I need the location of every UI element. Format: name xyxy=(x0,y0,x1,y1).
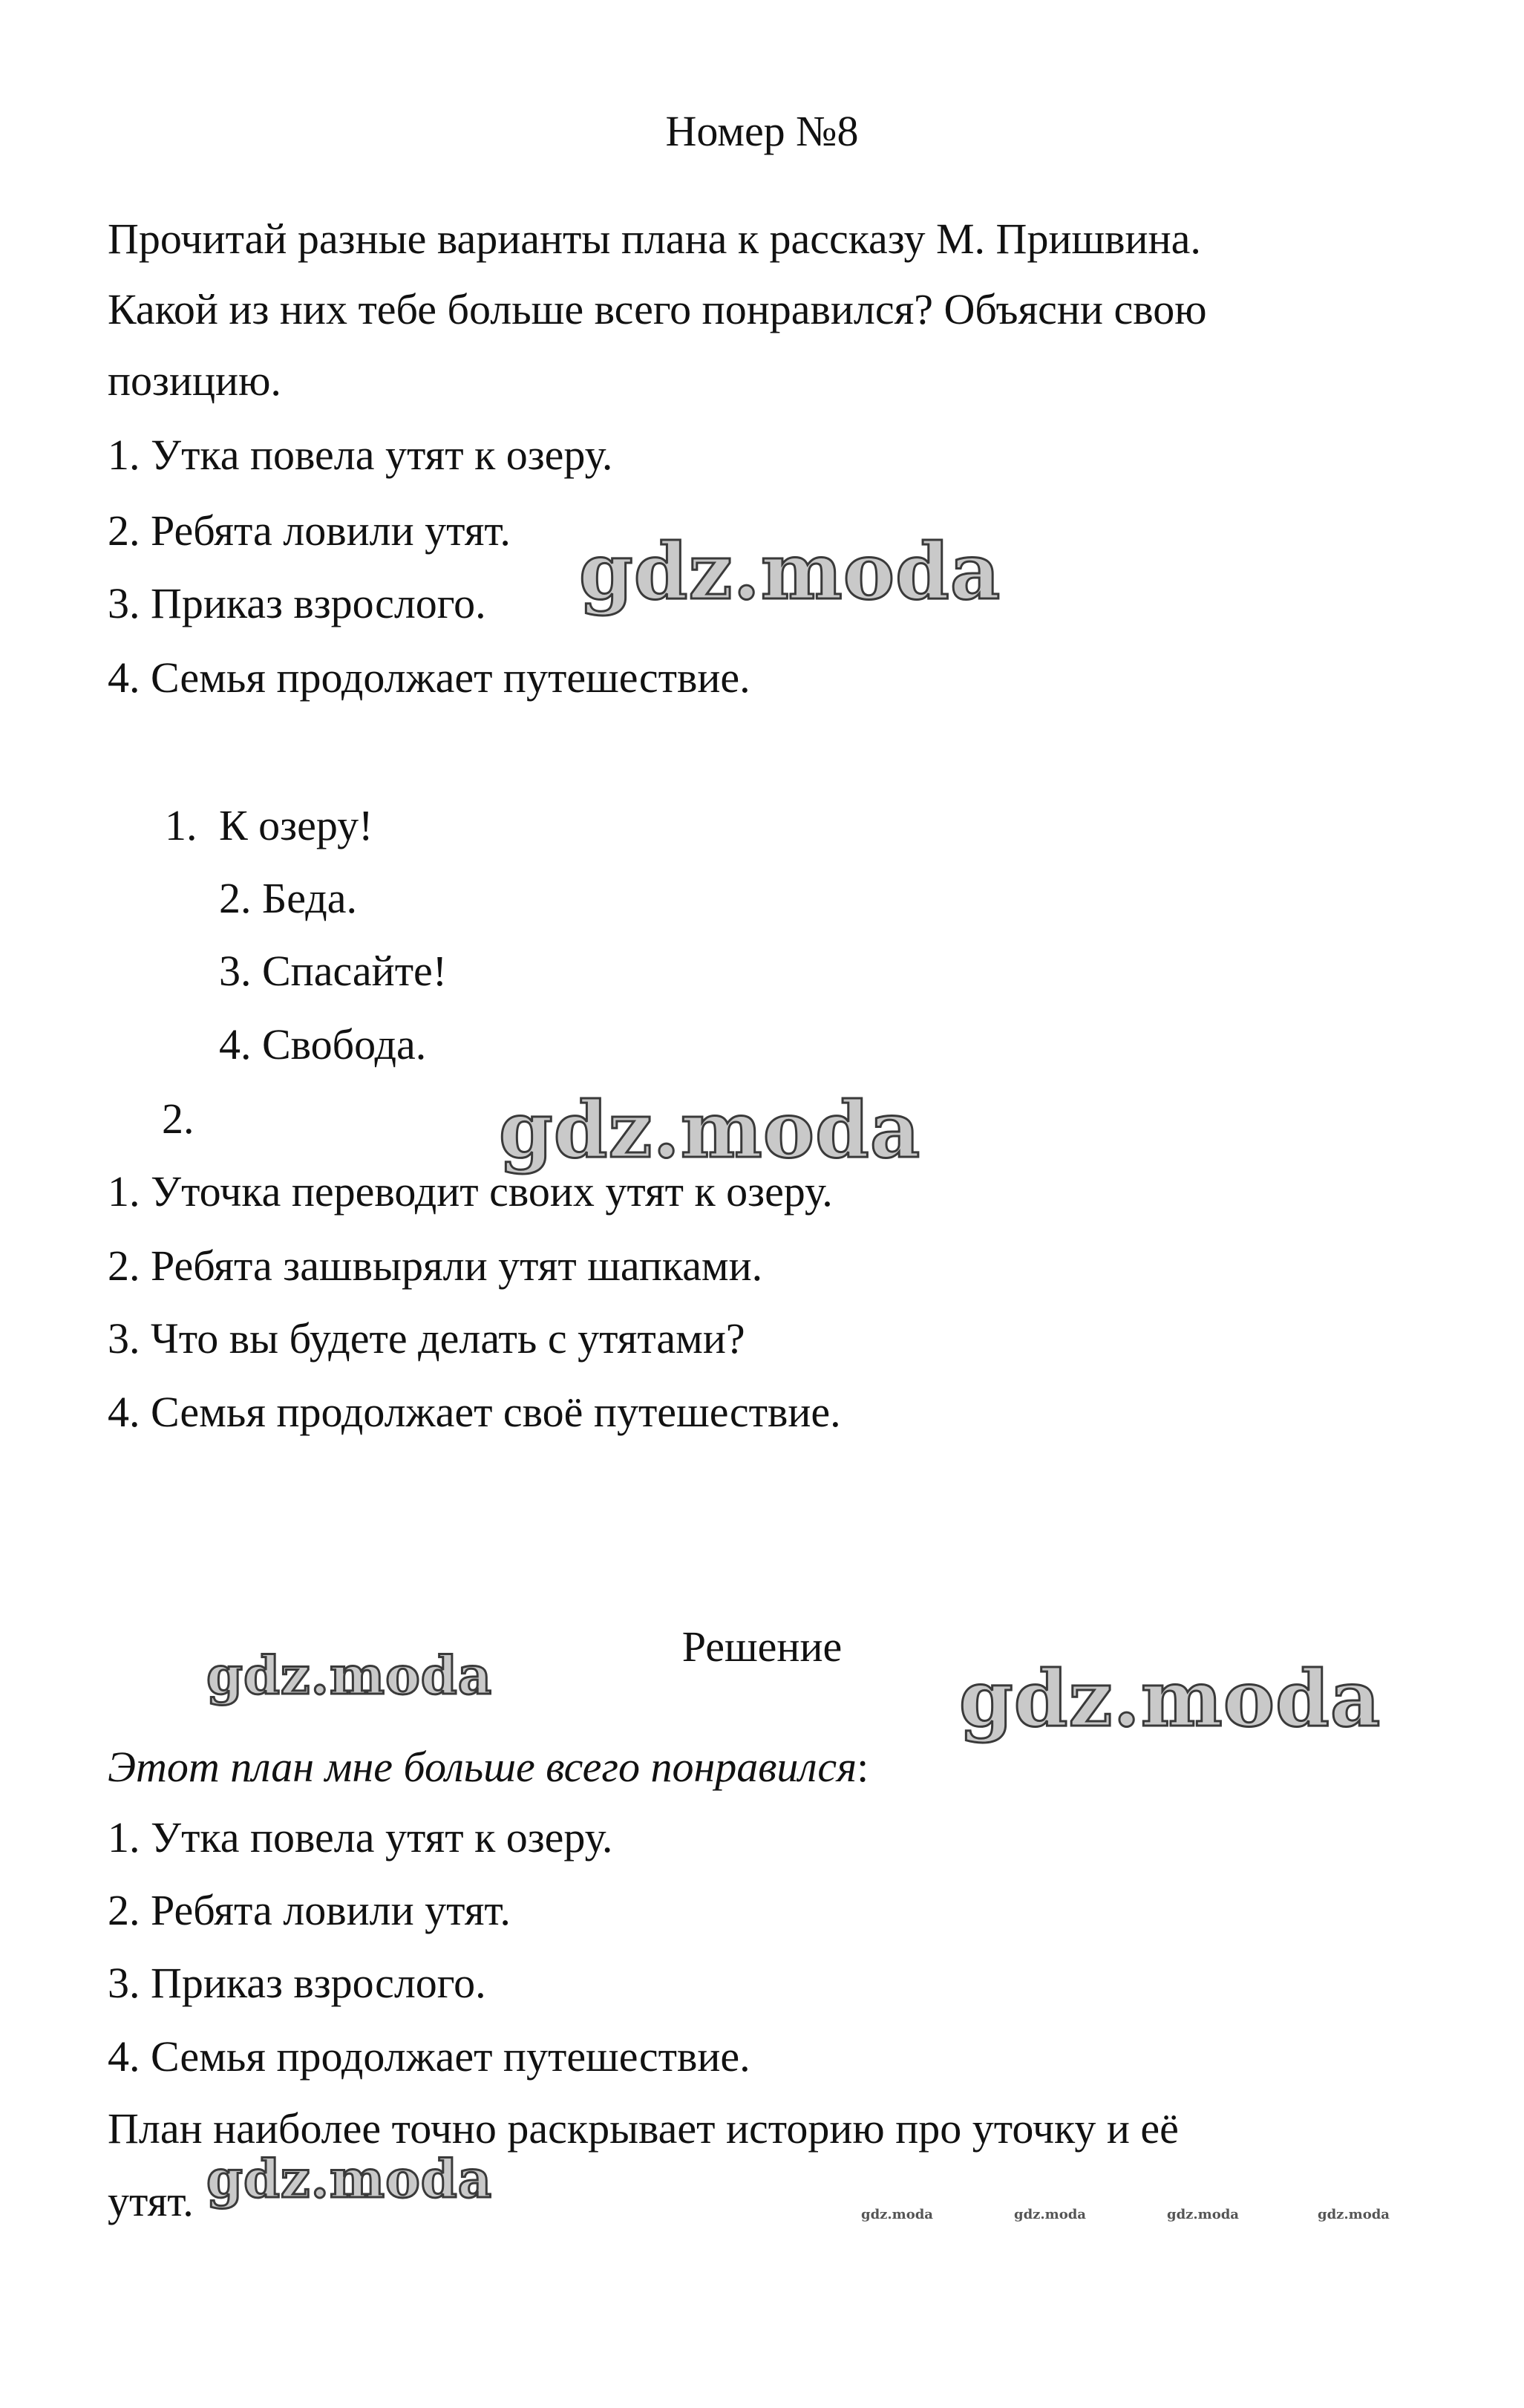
plan-a-item: 4. Семья продолжает путешествие. xyxy=(108,653,750,702)
plan-b-item: 2. Беда. xyxy=(219,874,358,922)
plan-c-marker: 2. xyxy=(162,1094,194,1143)
plan-b-item: 3. Спасайте! xyxy=(219,947,448,995)
plan-b-first-item: К озеру! xyxy=(219,801,373,849)
solution-intro xyxy=(108,1741,869,1793)
watermark-small: gdz.moda xyxy=(1167,2207,1239,2222)
solution-item: 1. Утка повела утят к озеру. xyxy=(108,1813,613,1862)
plan-c-item: 1. Уточка переводит своих утят к озеру. xyxy=(108,1167,833,1216)
plan-a-item: 1. Утка повела утят к озеру. xyxy=(108,431,613,479)
watermark-logo: gdz.moda xyxy=(206,1645,493,1706)
solution-intro-italic: Этот план мне больше всего понравился xyxy=(108,1743,857,1791)
solution-item: 4. Семья продолжает путешествие. xyxy=(108,2032,750,2081)
task-line-1: Прочитай разные варианты плана к рассказу М. Пришвина. xyxy=(108,215,1201,263)
plan-c-item: 3. Что вы будете делать с утятами? xyxy=(108,1314,745,1363)
watermark-logo: gdz.moda xyxy=(206,2148,493,2210)
page-title: Номер №8 xyxy=(665,107,859,155)
watermark-small: gdz.moda xyxy=(1014,2207,1086,2222)
watermark-logo: gdz.moda xyxy=(499,1084,921,1175)
solution-heading: Решение xyxy=(681,1622,843,1671)
solution-conclusion-line-1: План наиболее точно раскрывает историю про уточку и её xyxy=(108,2104,1179,2153)
task-line-2: Какой из них тебе больше всего понравился? Объясни свою xyxy=(108,285,1207,333)
plan-b-marker: 1. xyxy=(165,801,197,849)
plan-a-item: 2. Ребята ловили утят. xyxy=(108,506,511,555)
watermark-small: gdz.moda xyxy=(861,2207,933,2222)
solution-item: 3. Приказ взрослого. xyxy=(108,1959,486,2007)
task-line-3: позицию. xyxy=(108,356,281,405)
plan-c-item: 2. Ребята зашвыряли утят шапками. xyxy=(108,1241,763,1290)
solution-conclusion-line-2: утят. xyxy=(108,2177,194,2225)
plan-c-item: 4. Семья продолжает своё путешествие. xyxy=(108,1388,841,1436)
watermark-small: gdz.moda xyxy=(1318,2207,1390,2222)
plan-a-item: 3. Приказ взрослого. xyxy=(108,579,486,627)
watermark-logo: gdz.moda xyxy=(959,1653,1381,1744)
solution-intro-colon: : xyxy=(857,1743,869,1791)
watermark-logo: gdz.moda xyxy=(579,526,1001,617)
solution-item: 2. Ребята ловили утят. xyxy=(108,1886,511,1934)
plan-b-item: 4. Свобода. xyxy=(219,1020,427,1068)
